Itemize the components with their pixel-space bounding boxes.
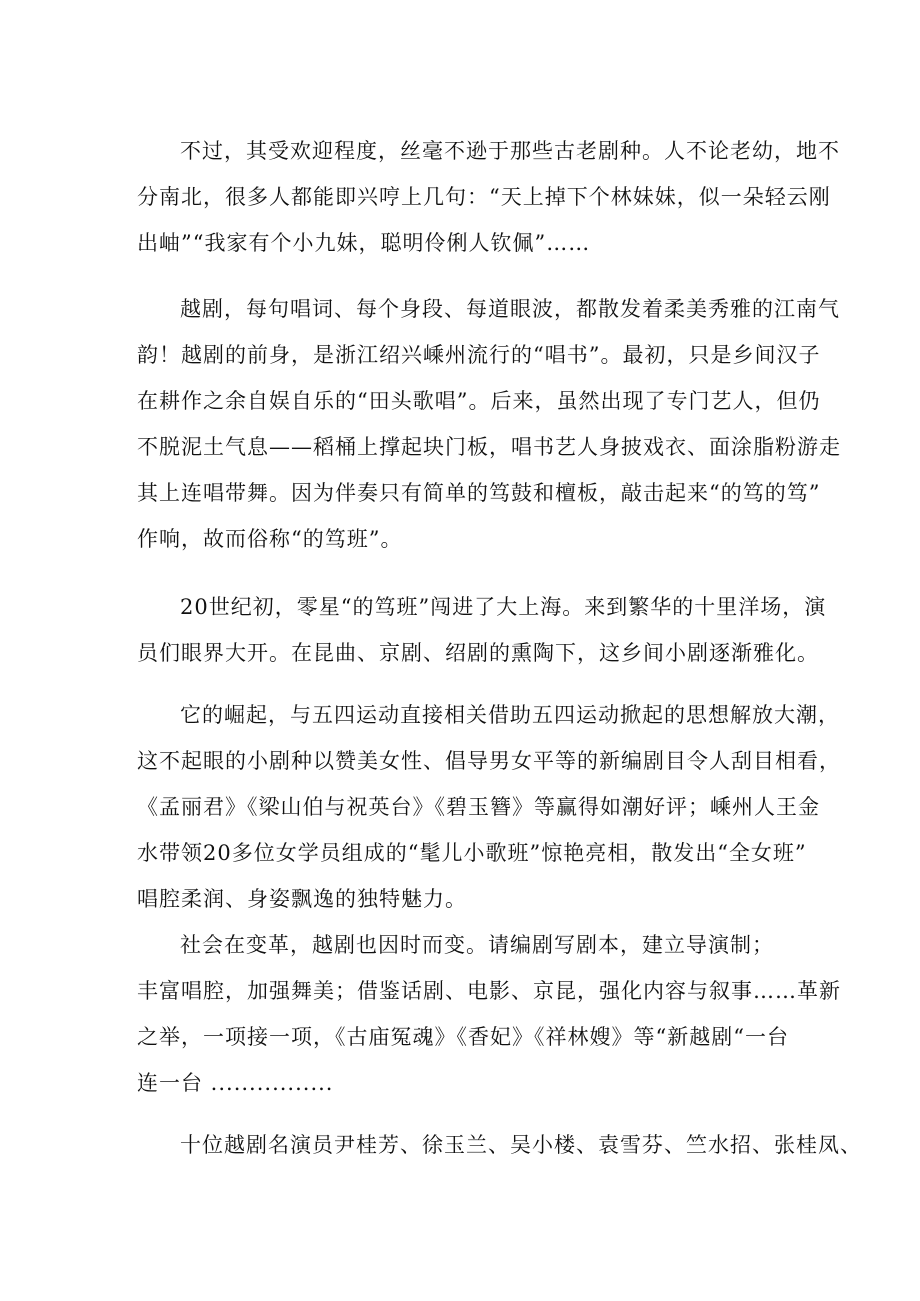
paragraph-4-line-1: 它的崛起，与五四运动直接相关借助五四运动掀起的思想解放大潮， — [180, 703, 840, 727]
paragraph-2-line-1: 越剧，每句唱词、每个身段、每道眼波，都散发着柔美秀雅的江南气 — [180, 297, 840, 321]
paragraph-1-line-3: 出岫”“我家有个小九妹，聪明伶俐人钦佩”…… — [137, 231, 591, 255]
paragraph-4-line-5: 唱腔柔润、身姿飘逸的独特魅力。 — [137, 887, 467, 911]
paragraph-1-line-2: 分南北，很多人都能即兴哼上几句：“天上掉下个林妹妹，似一朵轻云刚 — [137, 185, 831, 209]
paragraph-5-line-2: 丰富唱腔，加强舞美；借鉴话剧、电影、京昆，强化内容与叙事……革新 — [137, 979, 841, 1003]
paragraph-4-line-4: 水带领20多位女学员组成的“髦儿小歌班”惊艳亮相，散发出“全女班” — [137, 841, 807, 865]
paragraph-3-line-2: 员们眼界大开。在昆曲、京剧、绍剧的熏陶下，这乡间小剧逐渐雅化。 — [137, 641, 819, 665]
paragraph-6-line-1: 十位越剧名演员尹桂芳、徐玉兰、吴小楼、袁雪芬、竺水招、张桂凤、 — [180, 1133, 862, 1157]
paragraph-4-line-3: 《孟丽君》《梁山伯与祝英台》《碧玉簪》等赢得如潮好评；嵊州人王金 — [137, 795, 820, 819]
paragraph-2-line-6: 作响，故而俗称“的笃班”。 — [137, 527, 403, 551]
paragraph-2-line-2: 韵！越剧的前身，是浙江绍兴嵊州流行的“唱书”。最初，只是乡间汉子 — [137, 343, 821, 367]
paragraph-2-line-3: 在耕作之余自娱自乐的“田头歌唱”。后来，虽然出现了专门艺人，但仍 — [137, 389, 821, 413]
paragraph-2-line-5: 其上连唱带舞。因为伴奏只有简单的笃鼓和檀板，敲击起来“的笃的笃” — [137, 481, 821, 505]
paragraph-5-line-4: 连一台 ................ — [137, 1071, 334, 1095]
paragraph-5-line-1: 社会在变革，越剧也因时而变。请编剧写剧本，建立导演制； — [180, 933, 774, 957]
paragraph-5-line-3: 之举，一项接一项，《古庙冤魂》《香妃》《祥林嫂》等“新越剧“一台 — [137, 1025, 789, 1049]
paragraph-3-line-1: 20世纪初，零星“的笃班”闯进了大上海。来到繁华的十里洋场，演 — [180, 595, 827, 619]
paragraph-2-line-4: 不脱泥土气息——稻桶上撑起块门板，唱书艺人身披戏衣、面涂脂粉游走 — [137, 435, 841, 459]
paragraph-4-line-2: 这不起眼的小剧种以赞美女性、倡导男女平等的新编剧目令人刮目相看， — [137, 749, 841, 773]
paragraph-1-line-1: 不过，其受欢迎程度，丝毫不逊于那些古老剧种。人不论老幼，地不 — [180, 139, 840, 163]
